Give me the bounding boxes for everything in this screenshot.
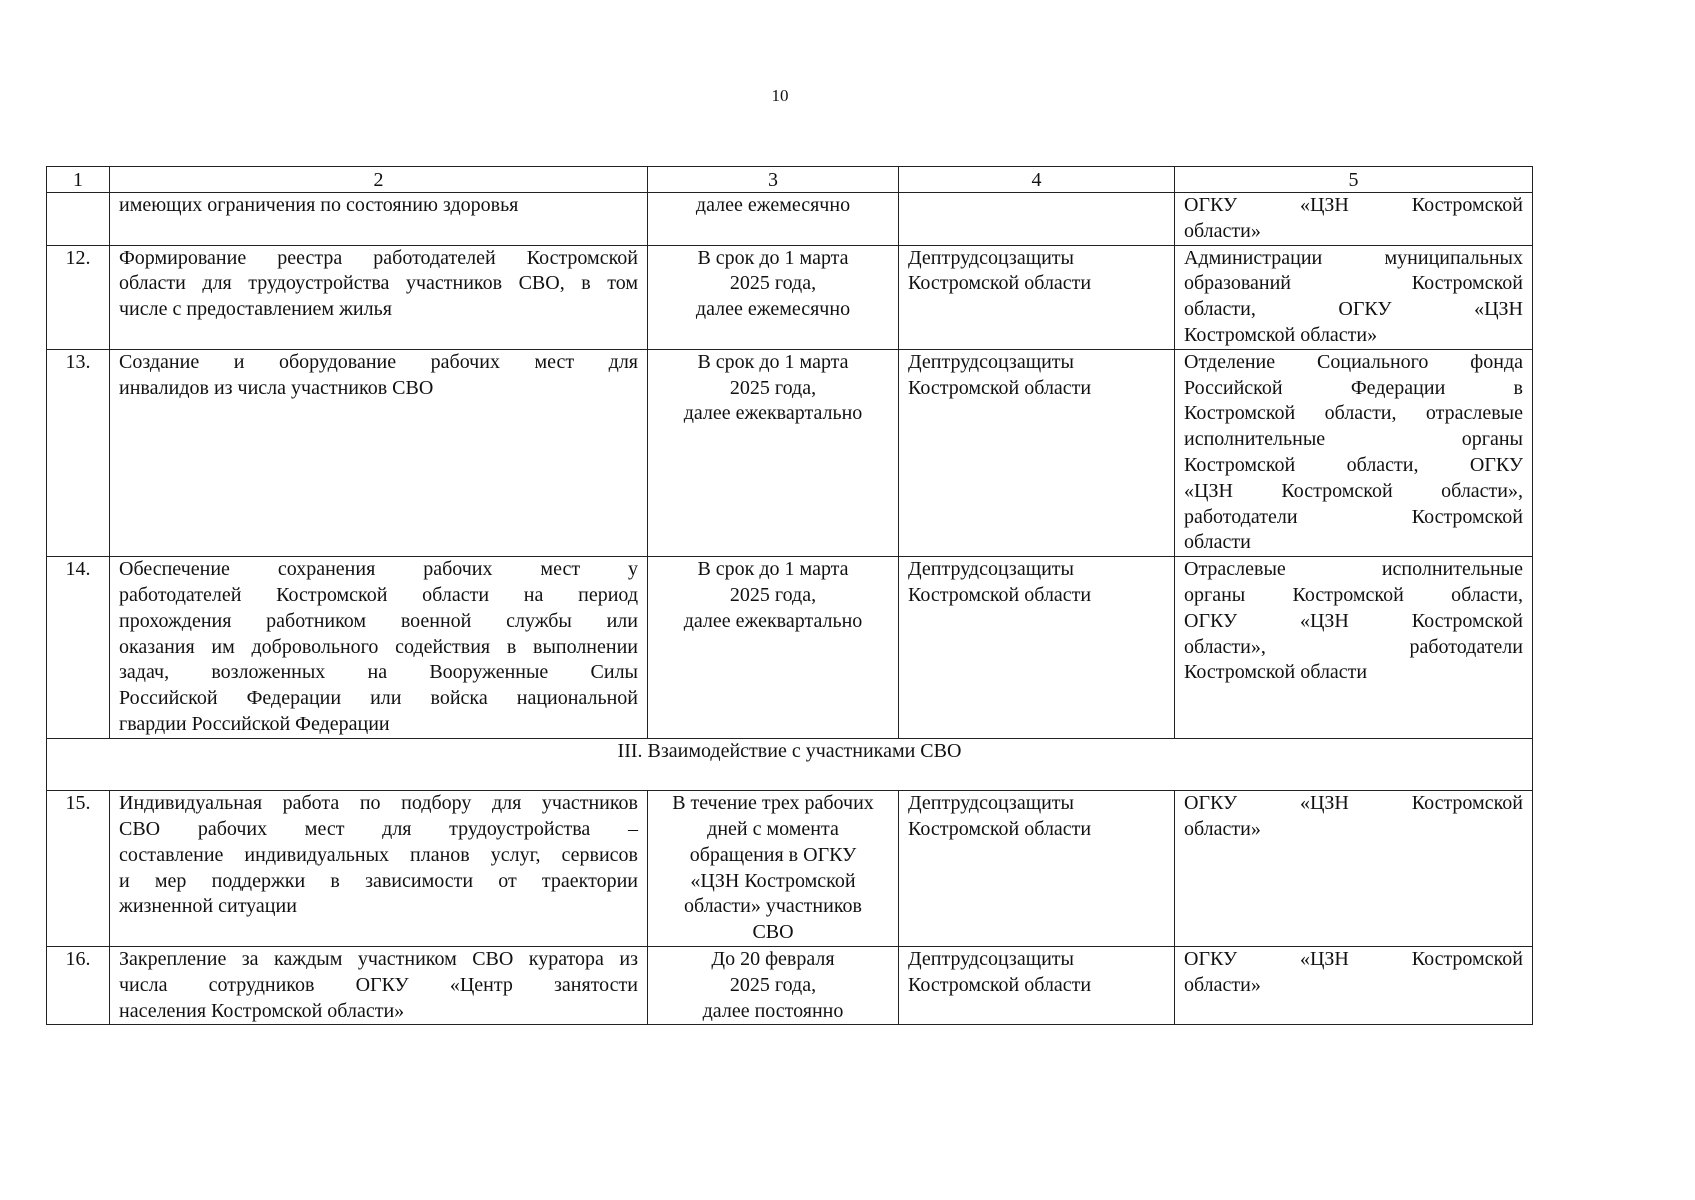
row-number-cell: 15. [47, 791, 110, 947]
deadline-cell: В течение трех рабочих дней с момента обращения в ОГКУ «ЦЗН Костромской области» участников СВО [648, 791, 899, 947]
table-header-row [47, 167, 1533, 193]
table-row [47, 349, 1533, 556]
responsible-cell: Дептрудсоцзащиты Костромской области [899, 557, 1175, 739]
deadline-cell: далее ежемесячно [648, 193, 899, 246]
deadline-cell: В срок до 1 марта 2025 года, далее ежемесячно [648, 245, 899, 349]
row-number-cell [47, 193, 110, 246]
responsible-cell: Дептрудсоцзащиты Костромской области [899, 946, 1175, 1024]
row-number-cell: 12. [47, 245, 110, 349]
coexecutors-cell: ОГКУ «ЦЗН Костромской области» [1175, 946, 1533, 1024]
table-row [47, 946, 1533, 1024]
table-row [47, 791, 1533, 947]
measures-table [46, 166, 1533, 1025]
section-row [47, 739, 1533, 791]
column-number-header: 2 [110, 167, 648, 193]
responsible-cell: Дептрудсоцзащиты Костромской области [899, 245, 1175, 349]
responsible-cell [899, 193, 1175, 246]
row-number-cell: 14. [47, 557, 110, 739]
coexecutors-cell: Отделение Социального фонда Российской Федерации в Костромской области, отраслевые исполнительные органы Костромской области, ОГКУ «ЦЗН Костромской области», работодатели Костромской области [1175, 349, 1533, 556]
responsible-cell: Дептрудсоцзащиты Костромской области [899, 349, 1175, 556]
responsible-cell: Дептрудсоцзащиты Костромской области [899, 791, 1175, 947]
measure-cell: Создание и оборудование рабочих мест для инвалидов из числа участников СВО [110, 349, 648, 556]
deadline-cell: В срок до 1 марта 2025 года, далее ежеквартально [648, 349, 899, 556]
column-number-header: 1 [47, 167, 110, 193]
measure-cell: Формирование реестра работодателей Костромской области для трудоустройства участников СВО, в том числе с предоставлением жилья [110, 245, 648, 349]
table-row [47, 557, 1533, 739]
coexecutors-cell: Администрации муниципальных образований Костромской области, ОГКУ «ЦЗН Костромской области» [1175, 245, 1533, 349]
row-number-cell: 16. [47, 946, 110, 1024]
table-row [47, 193, 1533, 246]
measure-cell: Закрепление за каждым участником СВО куратора из числа сотрудников ОГКУ «Центр занятости населения Костромской области» [110, 946, 648, 1024]
deadline-cell: В срок до 1 марта 2025 года, далее ежеквартально [648, 557, 899, 739]
measure-cell: имеющих ограничения по состоянию здоровья [110, 193, 648, 246]
column-number-header: 5 [1175, 167, 1533, 193]
coexecutors-cell: Отраслевые исполнительные органы Костромской области, ОГКУ «ЦЗН Костромской области», работодатели Костромской области [1175, 557, 1533, 739]
section-title: III. Взаимодействие с участниками СВО [47, 739, 1533, 791]
measure-cell: Индивидуальная работа по подбору для участников СВО рабочих мест для трудоустройства – составление индивидуальных планов услуг, сервисов и мер поддержки в зависимости от траектории жизненной ситуации [110, 791, 648, 947]
row-number-cell: 13. [47, 349, 110, 556]
coexecutors-cell: ОГКУ «ЦЗН Костромской области» [1175, 791, 1533, 947]
measure-cell: Обеспечение сохранения рабочих мест у работодателей Костромской области на период прохождения работником военной службы или оказания им добровольного содействия в выполнении задач, возложенных на Вооруженные Силы Российской Федерации или войска национальной гвардии Российской Федерации [110, 557, 648, 739]
coexecutors-cell: ОГКУ «ЦЗН Костромской области» [1175, 193, 1533, 246]
deadline-cell: До 20 февраля 2025 года, далее постоянно [648, 946, 899, 1024]
table-row [47, 245, 1533, 349]
column-number-header: 4 [899, 167, 1175, 193]
column-number-header: 3 [648, 167, 899, 193]
page-number: 10 [771, 86, 789, 105]
